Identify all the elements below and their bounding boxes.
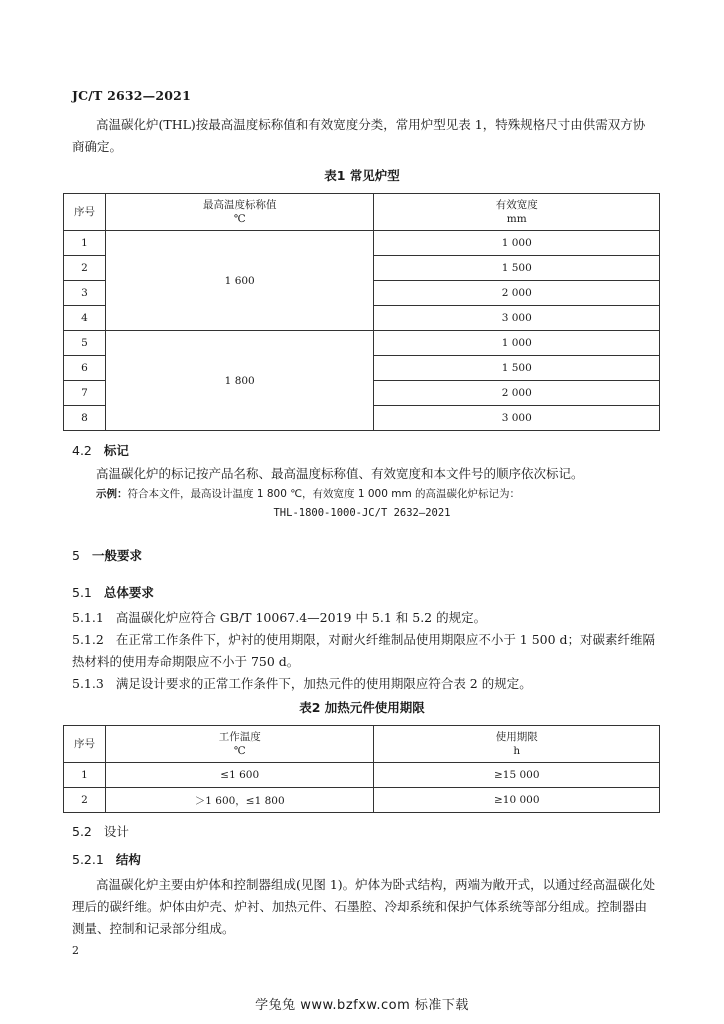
row-width: 2 000 xyxy=(374,281,660,306)
section-5-2-heading: 5.2 设计 xyxy=(72,824,129,839)
intro-paragraph: 高温碳化炉(THL)按最高温度标称值和有效宽度分类，常用炉型见表 1，特殊规格尺寸由供需双方协商确定。 xyxy=(72,117,646,154)
table2-header-temp: 工作温度 ℃ xyxy=(105,726,374,763)
row-no: 2 xyxy=(64,256,106,281)
row-temp: 1 600 xyxy=(105,231,374,331)
table1-header-row xyxy=(64,194,660,231)
table2-header-no: 序号 xyxy=(64,726,106,763)
row-width: 2 000 xyxy=(374,381,660,406)
row-width: 3 000 xyxy=(374,306,660,331)
section-5-heading: 5 一般要求 xyxy=(72,548,142,563)
row-life: ≥10 000 xyxy=(374,788,660,813)
row-width: 1 500 xyxy=(374,356,660,381)
section-5-2-1-text: 高温碳化炉主要由炉体和控制器组成(见图 1)。炉体为卧式结构，两端为敞开式，以通过经高温碳化处理后的碳纤维。炉体由炉壳、炉衬、加热元件、石墨腔、冷却系统和保护气体系统等部分组成。控制器由测量、控制和记录部分组成。 xyxy=(72,877,656,936)
clause-5-1-3: 5.1.3 满足设计要求的正常工作条件下，加热元件的使用期限应符合表 2 的规定。 xyxy=(72,676,532,691)
clause-5-1-1: 5.1.1 高温碳化炉应符合 GB/T 10067.4—2019 中 5.1 和 5.2 的规定。 xyxy=(72,610,487,625)
table-row xyxy=(64,763,660,788)
row-no: 6 xyxy=(64,356,106,381)
table2 xyxy=(63,725,660,813)
standard-code: JC/T 2632—2021 xyxy=(72,88,191,103)
example-line: 示例：符合本文件，最高设计温度 1 800 ℃，有效宽度 1 000 mm 的高温碳化炉标记为： xyxy=(96,488,521,500)
row-width: 1 000 xyxy=(374,231,660,256)
row-no: 1 xyxy=(64,231,106,256)
table1-header-width: 有效宽度 mm xyxy=(374,194,660,231)
mark-code: THL-1800-1000-JC/T 2632—2021 xyxy=(273,507,451,519)
row-width: 3 000 xyxy=(374,406,660,431)
table1-header-temp: 最高温度标称值 ℃ xyxy=(105,194,374,231)
row-no: 1 xyxy=(64,763,106,788)
row-life: ≥15 000 xyxy=(374,763,660,788)
table-row xyxy=(64,788,660,813)
clause-5-1-2: 5.1.2 在正常工作条件下，炉衬的使用期限，对耐火纤维制品使用期限应不小于 1 500 d；对碳素纤维隔热材料的使用寿命期限应不小于 750 d。 xyxy=(72,632,656,669)
table-row xyxy=(64,331,660,356)
table1-title: 表1 常见炉型 xyxy=(324,168,400,183)
row-no: 5 xyxy=(64,331,106,356)
row-width: 1 000 xyxy=(374,331,660,356)
row-temp: 1 800 xyxy=(105,331,374,431)
section-5-2-1-heading: 5.2.1 结构 xyxy=(72,852,141,867)
table1 xyxy=(63,193,660,431)
row-no: 2 xyxy=(64,788,106,813)
page-number: 2 xyxy=(72,944,79,957)
row-temp: ＞1 600，≤1 800 xyxy=(105,788,374,813)
section-4-2-text: 高温碳化炉的标记按产品名称、最高温度标称值、有效宽度和本文件号的顺序依次标记。 xyxy=(96,466,584,481)
footer-watermark: 学兔兔 www.bzfxw.com 标准下载 xyxy=(255,998,469,1013)
row-width: 1 500 xyxy=(374,256,660,281)
row-no: 8 xyxy=(64,406,106,431)
table2-title: 表2 加热元件使用期限 xyxy=(299,700,425,715)
row-no: 4 xyxy=(64,306,106,331)
row-temp: ≤1 600 xyxy=(105,763,374,788)
table-row xyxy=(64,231,660,256)
row-no: 7 xyxy=(64,381,106,406)
table2-header-life: 使用期限 h xyxy=(374,726,660,763)
table1-header-no: 序号 xyxy=(64,194,106,231)
table2-header-row xyxy=(64,726,660,763)
section-5-1-heading: 5.1 总体要求 xyxy=(72,585,154,600)
row-no: 3 xyxy=(64,281,106,306)
section-4-2-heading: 4.2 标记 xyxy=(72,443,129,458)
